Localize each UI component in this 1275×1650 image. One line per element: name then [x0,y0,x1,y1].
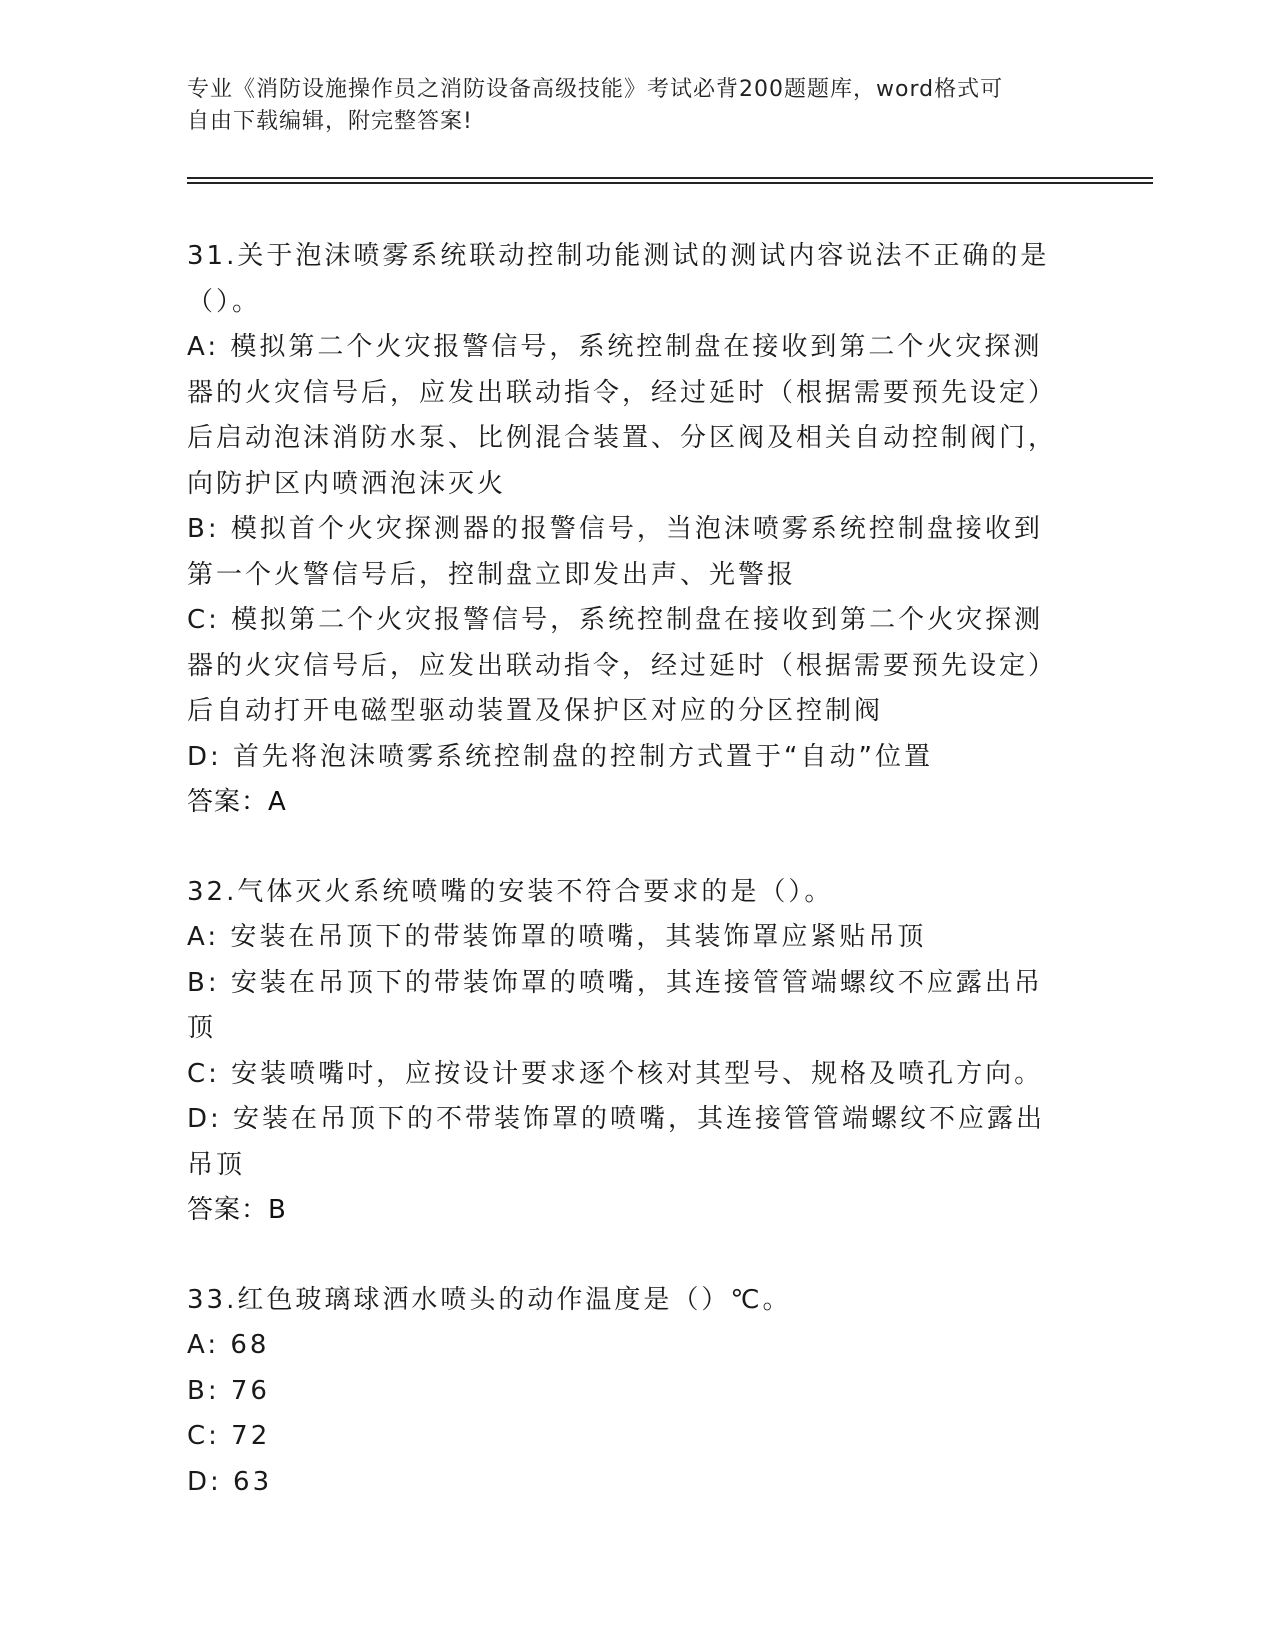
question-stem: 33.红色玻璃球洒水喷头的动作温度是（）℃。 [187,1284,792,1315]
option-c: C: 安装喷嘴吋，应按设计要求逐个核对其型号、规格及喷孔方向。 [187,1058,1044,1089]
answer-label: 答案：B [187,1195,287,1225]
option-a: A: 安装在吊顶下的带装饰罩的喷嘴，其装饰罩应紧贴吊顶 [187,922,927,952]
document-header [187,74,1067,138]
option-d: D: 首先将泡沫喷雾系统控制盘的控制方式置于“自动”位置 [187,741,933,772]
option-b: B: 76 [187,1375,270,1406]
option-a: A: 68 [187,1330,270,1360]
header-divider-top [187,177,1153,179]
question-stem: 32.气体灭火系统喷嘴的安装不符合要求的是（）。 [187,876,834,907]
question-list [187,234,1067,1549]
question-32 [187,870,1067,1234]
question-stem: 31.关于泡沫喷雾系统联动控制功能测试的测试内容说法不正确的是（）。 [187,241,1050,317]
option-d: D: 安装在吊顶下的不带装饰罩的喷嘴，其连接管管端螺纹不应露出吊顶 [187,1104,1046,1180]
option-d: D: 63 [187,1466,273,1497]
option-a: A: 模拟第二个火灾报警信号，系统控制盘在接收到第二个火灾探测器的火灾信号后，应发出联动指令，经过延时（根据需要预先设定）后启动泡沫消防水泵、比例混合装置、分区阀及相关自动控制阀门，向防护区内喷洒泡沫灭火 [187,332,1058,499]
option-b: B: 模拟首个火灾探测器的报警信号，当泡沫喷雾系统控制盘接收到第一个火警信号后，控制盘立即发出声、光警报 [187,514,1043,590]
option-b: B: 安装在吊顶下的带装饰罩的喷嘴，其连接管管端螺纹不应露出吊顶 [187,967,1043,1043]
header-divider-bottom [187,182,1153,184]
answer-label: 答案：A [187,787,287,817]
question-33 [187,1278,1067,1506]
option-c: C: 模拟第二个火灾报警信号，系统控制盘在接收到第二个火灾探测器的火灾信号后，应发出联动指令，经过延时（根据需要预先设定）后自动打开电磁型驱动装置及保护区对应的分区控制阀 [187,605,1058,726]
header-line-2: 自由下载编辑，附完整答案! [187,109,473,134]
header-line-1: 专业《消防设施操作员之消防设备高级技能》考试必背200题题库，word格式可 [187,77,1004,102]
option-c: C: 72 [187,1421,271,1451]
question-31 [187,234,1067,826]
